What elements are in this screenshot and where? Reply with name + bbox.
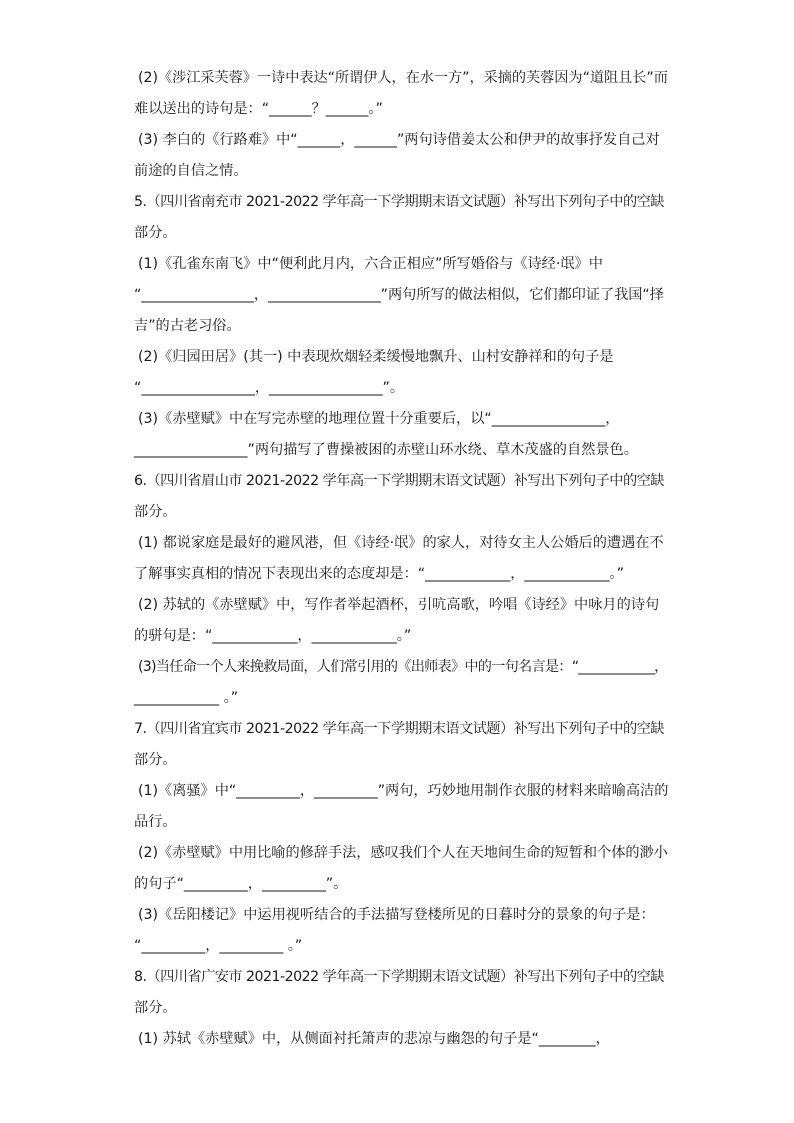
- q8-1-line-1: (1) 苏轼《赤壁赋》中，从侧面衬托箫声的悲凉与幽怨的句子是“________，: [138, 1031, 610, 1047]
- q8-heading-2: 部分。: [134, 1000, 177, 1016]
- q6-1-line-1: (1) 都说家庭是最好的避风港，但《诗经·氓》的家人，对待女主人公婚后的遭遇在不: [138, 535, 664, 551]
- q7-2-line-2: 的句子“_________，_________”。: [134, 876, 348, 892]
- q8-heading: 8.（四川省广安市 2021-2022 学年高一下学期期末语文试题）补写出下列句子中的空缺: [134, 969, 664, 985]
- q5-1-line-1: (1)《孔雀东南飞》中“便利此月内，六合正相应”所写婚俗与《诗经·氓》中: [138, 256, 603, 272]
- q6-3-line-2: ____________ 。”: [134, 690, 239, 706]
- q7-1-line-2: 品行。: [134, 814, 177, 830]
- q6-3-line-1: (3)当任命一个人来挽救局面，人们常引用的《出师表》中的一句名言是：“____________，: [138, 659, 668, 675]
- q6-1-line-2: 了解事实真相的情况下表现出来的态度却是：“____________，____________。”: [134, 566, 624, 582]
- q6-2-line-1: (2) 苏轼的《赤壁赋》中，写作者举起酒杯，引吭高歌，吟唱《诗经》中咏月的诗句: [138, 597, 660, 613]
- q7-1-line-1: (1)《离骚》中“_________，_________”两句，巧妙地用制作衣服的材料来暗喻高洁的: [138, 783, 669, 799]
- q5-heading: 5.（四川省南充市 2021-2022 学年高一下学期期末语文试题）补写出下列句子中的空缺: [134, 194, 664, 210]
- q5-1-line-3: 吉”的古老习俗。: [134, 318, 241, 334]
- q5-2-line-1: (2)《归园田居》(其一) 中表现炊烟轻柔缓慢地飘升、山村安静祥和的句子是: [138, 349, 614, 365]
- q7-heading-2: 部分。: [134, 752, 177, 768]
- q7-3-line-2: “_________，_________ 。”: [134, 938, 303, 954]
- q6-heading-2: 部分。: [134, 504, 177, 520]
- q4-3-line-1: (3) 李白的《行路难》中“______，______”两句诗借姜太公和伊尹的故事抒发自己对: [138, 132, 660, 148]
- q4-2-line-2: 难以送出的诗句是：“______？______。”: [134, 101, 383, 117]
- q5-2-line-2: “________________，________________”。: [134, 380, 405, 396]
- q7-heading: 7.（四川省宜宾市 2021-2022 学年高一下学期期末语文试题）补写出下列句子中的空缺: [134, 721, 664, 737]
- q6-heading: 6.（四川省眉山市 2021-2022 学年高一下学期期末语文试题）补写出下列句子中的空缺: [134, 473, 664, 489]
- q7-3-line-1: (3)《岳阳楼记》中运用视听结合的手法描写登楼所见的日暮时分的景象的句子是：: [138, 907, 655, 923]
- q5-1-line-2: “________________，________________”两句所写的做法相似，它们都印证了我国“择: [134, 287, 664, 303]
- q4-3-line-2: 前途的自信之情。: [134, 163, 248, 179]
- q6-2-line-2: 的骈句是：“____________，____________。”: [134, 628, 412, 644]
- q5-3-line-2: ________________”两句描写了曹操被困的赤壁山环水绕、草木茂盛的自然景色。: [134, 442, 638, 458]
- q5-3-line-1: (3)《赤壁赋》中在写完赤壁的地理位置十分重要后，以“________________，: [138, 411, 620, 427]
- q7-2-line-1: (2)《赤壁赋》中用比喻的修辞手法，感叹我们个人在天地间生命的短暂和个体的渺小: [138, 845, 668, 861]
- q5-heading-2: 部分。: [134, 225, 177, 241]
- q4-2-line-1: (2)《涉江采芙蓉》一诗中表达“所谓伊人，在水一方”，采摘的芙蓉因为“道阻且长”而: [138, 70, 668, 86]
